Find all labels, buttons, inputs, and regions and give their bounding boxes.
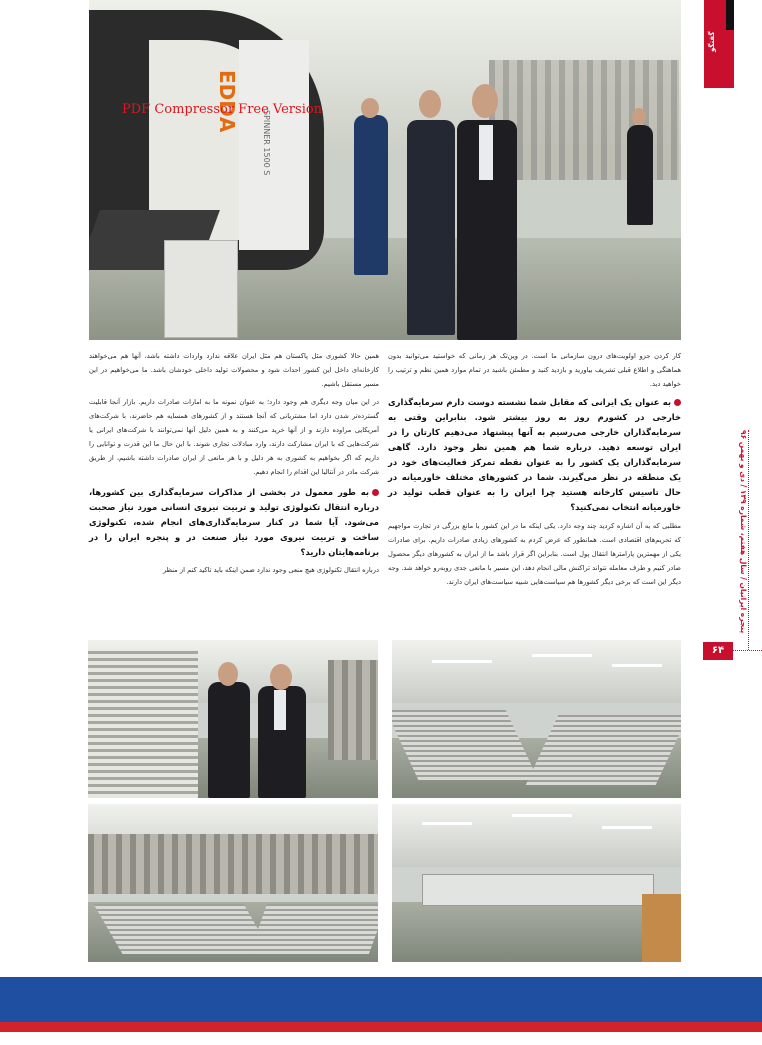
- answer-paragraph: درباره انتقال تکنولوژی هیچ منعی وجود ندارد ضمن اینکه باید تاکید کنم از منظر: [162, 566, 379, 574]
- article-column-left: [89, 349, 379, 577]
- footer-band-blue: [0, 977, 762, 1022]
- factory-tour-photo: [89, 0, 681, 340]
- machine-brand-label: EDDA: [215, 70, 239, 133]
- warehouse-visit-photo: [88, 640, 378, 798]
- article-column-right: [388, 349, 681, 589]
- page-number-divider: [733, 650, 762, 651]
- warehouse-aisle-photo: [392, 640, 681, 798]
- bullet-icon: [674, 399, 681, 406]
- side-divider: [748, 430, 749, 650]
- machine-model-label: SPINNER 1500 S: [262, 110, 271, 176]
- page-number: ۶۴: [703, 642, 733, 660]
- answer-paragraph: در این میان وجه دیگری هم وجود دارد؛ به عنوان نمونه ما به امارات صادرات داریم. بازار آنجا قابلیت گسترده‌تر شدن دارد اما مشتریانی که آنجا هستند و از کشورهای همسایه هم حاضرند، با شرکت‌های آمریکایی مراوده دارند و از آنها خرید می‌کنند و به همین دلیل آنها نمی‌توانند با شرکت‌های ایرانی یا شرکت‌هایی که با ایران مشارکت دارند، وارد مبادلات تجاری شوند. با این حال ما این قدرت و توانایی را داریم که اگر بخواهیم به کشوری به هر دلیل و با هر مانعی از ایران صادرات داشته باشیم، از طریق شرکت مادر در آنتالیا این اقدام را انجام دهیم.: [89, 398, 379, 476]
- issue-side-label: پنجره ایرانیان / سال هفتم، شماره ۱۳۹ / دی و بهمن ۹۶: [739, 430, 748, 634]
- interview-question: به عنوان یک ایرانی که مقابل شما نشسته دوست دارم سرمایه‌گذاری خارجی در کشورم روز به روز بیشتر شود. بنابراین وقتی به سرمایه‌گذاران خارجی می‌رسیم به آنها پیشنهاد می‌دهیم کارتان را در ایران توسعه دهید. درباره شما هم همین نظر وجود دارد. گاهی سرمایه‌گذاران یک کشور را به عنوان نقطه تمرکز فعالیت‌های خود در یک منطقه در نظر می‌گیرند. شما در کشورهای مختلف خاورمیانه در حال تاسیس کارخانه هستید چرا ایران را به عنوان قطب تولید در خاورمیانه انتخاب نمی‌کنید؟: [388, 397, 681, 512]
- footer-band-red: [0, 1022, 762, 1032]
- warehouse-stock-photo: [88, 804, 378, 962]
- answer-paragraph: کار کردن جزو اولویت‌های درون سازمانی ما است. در وین‌تک هر زمانی که خواستید می‌توانید بدون هماهنگی و اطلاع قبلی تشریف بیاورید و بازدید کنید و مطمئن باشید در تمام موارد همین نظم و ترتیب را خواهید دید.: [388, 352, 681, 388]
- answer-paragraph: همین حالا کشوری مثل پاکستان هم مثل ایران علاقه ندارد واردات داشته باشد، آنها هم می‌خواهند کارخانه‌ای داخل این کشور احداث شود و محصولات تولید داخلی خودشان باشد. ما می‌خواهیم در این مسیر مستقل باشیم.: [89, 352, 379, 388]
- production-line-photo: [392, 804, 681, 962]
- interview-question: به طور معمول در بخشی از مذاکرات سرمایه‌گذاری بین کشورها، درباره انتقال تکنولوژی تولید و تربیت نیروی انسانی مورد نیاز صحبت می‌شود. آیا شما در کنار سرمایه‌گذاری‌های انجام شده، تکنولوژی ساخت و تربیت نیروی مورد نیاز صنعت در و پنجره ایران را در برنامه‌هایتان دارید؟: [89, 487, 379, 557]
- watermark: PDF Compressor Free Version: [122, 102, 323, 117]
- section-tab-label: گفتگو: [708, 31, 716, 52]
- section-tab-accent: [726, 0, 734, 30]
- bullet-icon: [372, 489, 379, 496]
- answer-paragraph: مطلبی که به آن اشاره کردید چند وجه دارد. یکی اینکه ما در این کشور با مانع بزرگی در تجارت مواجهیم که تحریم‌های اقتصادی است. همانطور که عرض کردم به کشورهای زیادی صادرات داریم. برای صادرات یکی از مهمترین پارامترها انتقال پول است. بنابراین اگر قرار باشد ما از ایران به کشورهای دیگر محصول صادر کنیم و طرف معامله نتواند تراکنش مالی انجام دهد، این مسیر با مانعی جدی روبه‌رو خواهد شد. وجه دیگر این است که برخی دیگر کشورها هم سیاست‌هایی شبیه سیاست‌های ایران دارند.: [388, 522, 681, 586]
